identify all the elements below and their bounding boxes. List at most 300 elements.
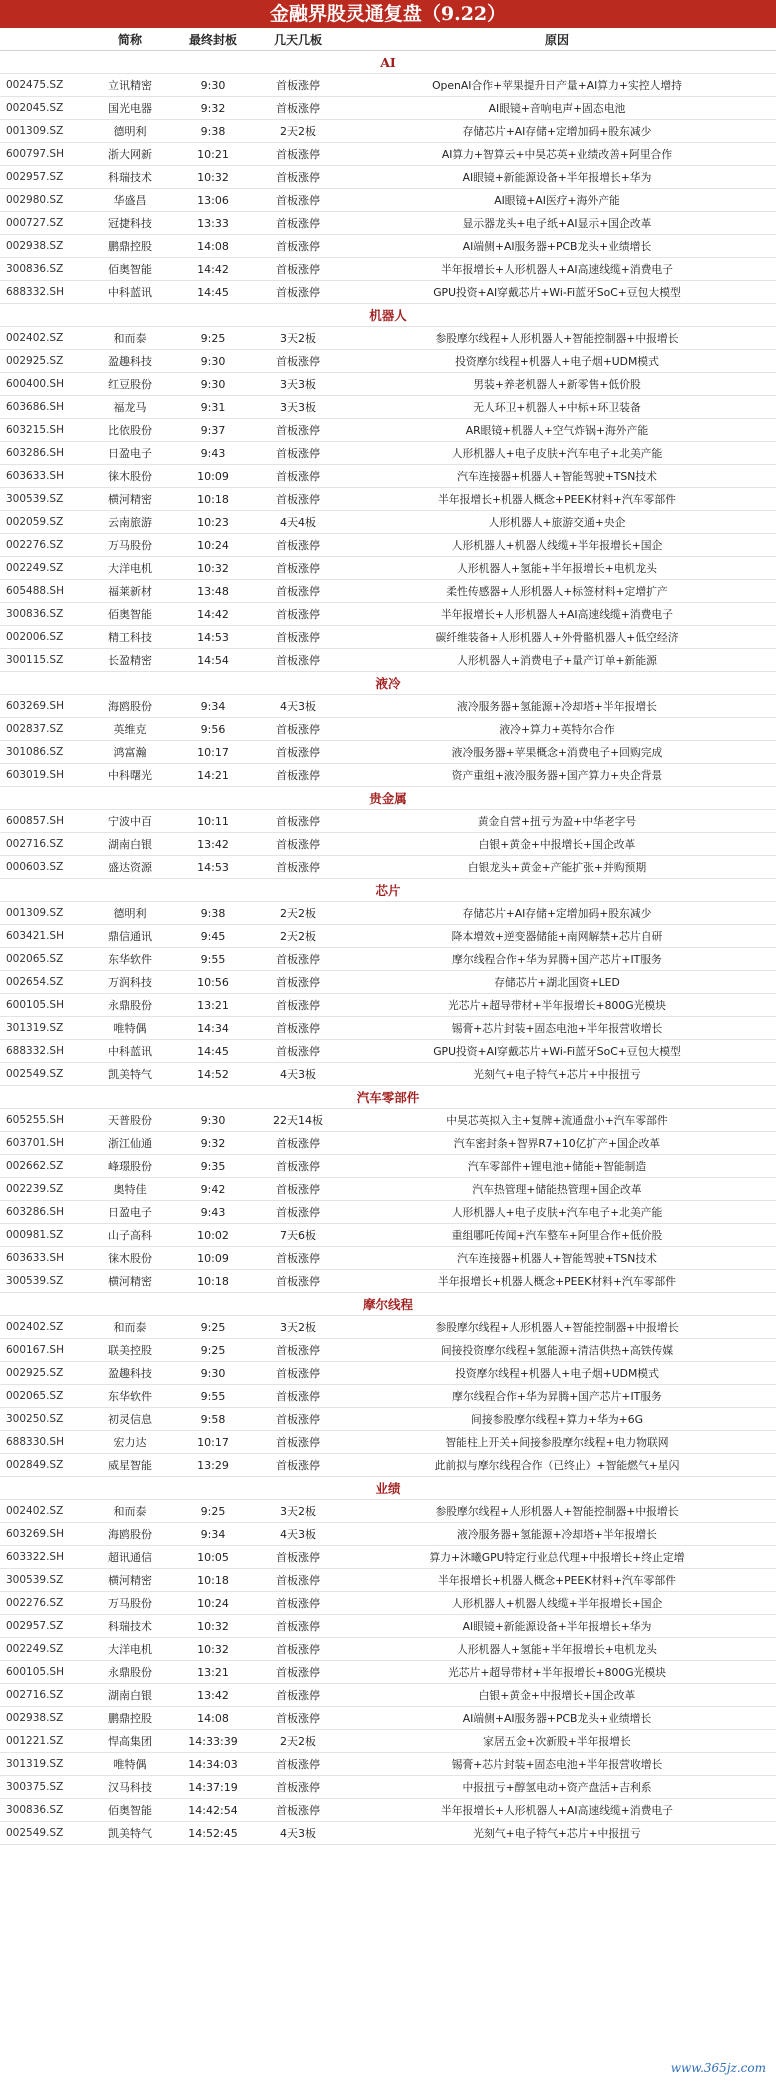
table-row bbox=[0, 396, 776, 419]
stock-code: 002276.SZ bbox=[6, 1597, 64, 1609]
reason: 半年报增长+人形机器人+AI高速线缆+消费电子 bbox=[440, 262, 674, 276]
table-row bbox=[0, 74, 776, 97]
limit-time: 13:21 bbox=[197, 998, 229, 1012]
reason: AI端侧+AI服务器+PCB龙头+业绩增长 bbox=[462, 239, 652, 253]
table-row bbox=[0, 1063, 776, 1086]
stock-name: 佰奥智能 bbox=[108, 263, 152, 276]
limit-time: 9:43 bbox=[200, 446, 226, 460]
stock-name: 佰奥智能 bbox=[108, 608, 152, 621]
streak: 7天6板 bbox=[280, 1229, 316, 1242]
reason: 降本增效+逆变器储能+南网解禁+芯片自研 bbox=[451, 929, 663, 943]
stock-name: 唯特偶 bbox=[113, 1022, 147, 1035]
stock-name: 山子高科 bbox=[108, 1229, 152, 1242]
streak: 首板涨停 bbox=[276, 1045, 320, 1058]
limit-time: 9:37 bbox=[200, 423, 226, 437]
stock-name: 横河精密 bbox=[108, 1275, 152, 1288]
streak: 首板涨停 bbox=[276, 999, 320, 1012]
stock-code: 002402.SZ bbox=[6, 332, 64, 344]
stock-code: 603269.SH bbox=[6, 700, 64, 712]
stock-name: 唯特偶 bbox=[113, 1758, 147, 1771]
reason: GPU投资+AI穿戴芯片+Wi-Fi蓝牙SoC+豆包大模型 bbox=[433, 1044, 681, 1058]
reason: 算力+沐曦GPU特定行业总代理+中报增长+终止定增 bbox=[429, 1550, 685, 1564]
limit-time: 13:42 bbox=[197, 837, 229, 851]
table-row bbox=[0, 465, 776, 488]
streak: 2天2板 bbox=[280, 930, 316, 943]
limit-time: 13:48 bbox=[197, 584, 229, 598]
table-row bbox=[0, 1753, 776, 1776]
header-reason: 原因 bbox=[544, 32, 569, 47]
watermark: www.365jz.com bbox=[670, 2061, 766, 2075]
table-row bbox=[0, 1132, 776, 1155]
table-row bbox=[0, 764, 776, 787]
stock-name: 鸿富瀚 bbox=[113, 746, 147, 759]
streak: 3天2板 bbox=[280, 332, 316, 345]
stock-name: 中科蓝讯 bbox=[108, 1045, 152, 1058]
limit-time: 10:32 bbox=[197, 1642, 229, 1656]
stock-name: 英维克 bbox=[113, 723, 147, 736]
stock-code: 605488.SH bbox=[6, 585, 64, 597]
stock-code: 001309.SZ bbox=[6, 907, 64, 919]
streak: 首板涨停 bbox=[276, 1781, 320, 1794]
reason: 智能柱上开关+间接参股摩尔线程+电力物联网 bbox=[445, 1435, 669, 1449]
stock-code: 600105.SH bbox=[6, 1666, 64, 1678]
reason: 人形机器人+电子皮肤+汽车电子+北美产能 bbox=[451, 1205, 663, 1219]
reason: 白银龙头+黄金+产能扩张+并购预期 bbox=[467, 860, 647, 874]
stock-name: 鹏鼎控股 bbox=[108, 240, 152, 253]
limit-time: 10:11 bbox=[197, 814, 229, 828]
stock-name: 凯美特气 bbox=[108, 1827, 152, 1840]
streak: 首板涨停 bbox=[276, 769, 320, 782]
stock-name: 万马股份 bbox=[108, 1597, 152, 1610]
streak: 首板涨停 bbox=[276, 608, 320, 621]
limit-time: 14:08 bbox=[197, 239, 229, 253]
reason: 投资摩尔线程+机器人+电子烟+UDM模式 bbox=[455, 354, 659, 368]
reason: 半年报增长+机器人概念+PEEK材料+汽车零部件 bbox=[438, 492, 676, 506]
table-row bbox=[0, 373, 776, 396]
streak: 首板涨停 bbox=[276, 1206, 320, 1219]
streak: 首板涨停 bbox=[276, 470, 320, 483]
streak: 首板涨停 bbox=[276, 1620, 320, 1633]
streak: 首板涨停 bbox=[276, 102, 320, 115]
reason: 锡膏+芯片封装+固态电池+半年报营收增长 bbox=[451, 1021, 663, 1035]
stock-code: 300539.SZ bbox=[6, 493, 64, 505]
stock-code: 002549.SZ bbox=[6, 1827, 64, 1839]
stock-code: 603269.SH bbox=[6, 1528, 64, 1540]
table-row bbox=[0, 1546, 776, 1569]
limit-time: 9:34 bbox=[200, 1527, 226, 1541]
reason: 参股摩尔线程+人形机器人+智能控制器+中报增长 bbox=[435, 331, 679, 345]
streak: 首板涨停 bbox=[276, 1275, 320, 1288]
stock-code: 300836.SZ bbox=[6, 1804, 64, 1816]
limit-time: 9:30 bbox=[200, 1113, 226, 1127]
stock-code: 002475.SZ bbox=[6, 79, 64, 91]
stock-code: 300836.SZ bbox=[6, 263, 64, 275]
reason: 黄金自营+扭亏为盈+中华老字号 bbox=[477, 814, 637, 828]
streak: 首板涨停 bbox=[276, 838, 320, 851]
limit-time: 14:21 bbox=[197, 768, 229, 782]
table-row bbox=[0, 1592, 776, 1615]
stock-name: 大洋电机 bbox=[108, 1643, 152, 1656]
table-row bbox=[0, 1822, 776, 1845]
stock-name: 佰奥智能 bbox=[108, 1804, 152, 1817]
table-row bbox=[0, 1201, 776, 1224]
stock-code: 688330.SH bbox=[6, 1436, 64, 1448]
limit-time: 14:34 bbox=[197, 1021, 229, 1035]
reason: 重组哪吒传闻+汽车整车+阿里合作+低价股 bbox=[451, 1228, 663, 1242]
table-row bbox=[0, 1523, 776, 1546]
stock-code: 002249.SZ bbox=[6, 1643, 64, 1655]
section-header: 芯片 bbox=[0, 879, 776, 902]
table-row bbox=[0, 994, 776, 1017]
streak: 首板涨停 bbox=[276, 1183, 320, 1196]
streak: 首板涨停 bbox=[276, 240, 320, 253]
streak: 4天4板 bbox=[280, 516, 316, 529]
streak: 首板涨停 bbox=[276, 1574, 320, 1587]
table-row bbox=[0, 1615, 776, 1638]
limit-time: 10:18 bbox=[197, 1274, 229, 1288]
limit-time: 14:37:19 bbox=[188, 1780, 238, 1794]
streak: 首板涨停 bbox=[276, 1643, 320, 1656]
stock-name: 日盈电子 bbox=[108, 1206, 152, 1219]
reason: 柔性传感器+人形机器人+标签材料+定增扩产 bbox=[446, 584, 668, 598]
stock-name: 浙江仙通 bbox=[108, 1137, 152, 1150]
reason: 汽车连接器+机器人+智能驾驶+TSN技术 bbox=[457, 469, 657, 483]
stock-code: 002837.SZ bbox=[6, 723, 64, 735]
streak: 2天2板 bbox=[280, 1735, 316, 1748]
streak: 首板涨停 bbox=[276, 1689, 320, 1702]
stock-name: 红豆股份 bbox=[108, 378, 152, 391]
reason: 光芯片+超导带材+半年报增长+800G光模块 bbox=[447, 1665, 667, 1679]
stock-name: 宁波中百 bbox=[108, 815, 152, 828]
stock-code: 603686.SH bbox=[6, 401, 64, 413]
stock-code: 002938.SZ bbox=[6, 240, 64, 252]
reason: 人形机器人+机器人线缆+半年报增长+国企 bbox=[451, 1596, 663, 1610]
reason: 光芯片+超导带材+半年报增长+800G光模块 bbox=[447, 998, 667, 1012]
stock-code: 603286.SH bbox=[6, 1206, 64, 1218]
table-row bbox=[0, 856, 776, 879]
table-row bbox=[0, 810, 776, 833]
stock-name: 奥特佳 bbox=[113, 1183, 147, 1196]
stock-code: 000727.SZ bbox=[6, 217, 64, 229]
stock-code: 600105.SH bbox=[6, 999, 64, 1011]
stock-code: 603633.SH bbox=[6, 1252, 64, 1264]
table-row bbox=[0, 649, 776, 672]
table-row bbox=[0, 718, 776, 741]
reason: AI眼镜+音响电声+固态电池 bbox=[488, 101, 626, 115]
reason: 液冷服务器+氢能源+冷却塔+半年报增长 bbox=[457, 1527, 657, 1541]
streak: 首板涨停 bbox=[276, 424, 320, 437]
table-row bbox=[0, 1270, 776, 1293]
streak: 首板涨停 bbox=[276, 194, 320, 207]
limit-time: 10:17 bbox=[197, 1435, 229, 1449]
stock-code: 000981.SZ bbox=[6, 1229, 64, 1241]
stock-name: 悍高集团 bbox=[108, 1735, 152, 1748]
limit-time: 10:21 bbox=[197, 147, 229, 161]
stock-name: 盈趣科技 bbox=[108, 355, 152, 368]
stock-name: 横河精密 bbox=[108, 493, 152, 506]
reason: OpenAI合作+苹果提升日产量+AI算力+实控人增持 bbox=[432, 78, 682, 92]
stock-name: 科瑞技术 bbox=[108, 1620, 152, 1633]
stock-code: 603019.SH bbox=[6, 769, 64, 781]
header-name: 简称 bbox=[117, 32, 142, 47]
limit-time: 14:53 bbox=[197, 630, 229, 644]
streak: 首板涨停 bbox=[276, 263, 320, 276]
reason: 显示器龙头+电子纸+AI显示+国企改革 bbox=[462, 216, 652, 230]
table-row bbox=[0, 1638, 776, 1661]
section-header: 汽车零部件 bbox=[0, 1086, 776, 1109]
limit-time: 10:18 bbox=[197, 1573, 229, 1587]
stock-name: 科瑞技术 bbox=[108, 171, 152, 184]
table-row bbox=[0, 1500, 776, 1523]
table-row bbox=[0, 1799, 776, 1822]
reason: 无人环卫+机器人+中标+环卫装备 bbox=[473, 400, 641, 414]
table-row bbox=[0, 212, 776, 235]
table-row bbox=[0, 557, 776, 580]
stock-code: 300375.SZ bbox=[6, 1781, 64, 1793]
limit-time: 9:25 bbox=[200, 331, 226, 345]
streak: 首板涨停 bbox=[276, 355, 320, 368]
stock-code: 300115.SZ bbox=[6, 654, 64, 666]
stock-name: 湖南白银 bbox=[108, 1689, 152, 1702]
streak: 首板涨停 bbox=[276, 1413, 320, 1426]
stock-name: 凯美特气 bbox=[108, 1068, 152, 1081]
table-row bbox=[0, 741, 776, 764]
stock-code: 603322.SH bbox=[6, 1551, 64, 1563]
limit-time: 9:35 bbox=[200, 1159, 226, 1173]
streak: 首板涨停 bbox=[276, 815, 320, 828]
limit-time: 9:56 bbox=[200, 722, 226, 736]
limit-time: 10:56 bbox=[197, 975, 229, 989]
stock-code: 002065.SZ bbox=[6, 1390, 64, 1402]
stock-code: 600797.SH bbox=[6, 148, 64, 160]
table-row bbox=[0, 902, 776, 925]
stock-code: 002925.SZ bbox=[6, 1367, 64, 1379]
stock-code: 002654.SZ bbox=[6, 976, 64, 988]
streak: 3天3板 bbox=[280, 378, 316, 391]
stock-name: 浙大网新 bbox=[108, 148, 152, 161]
limit-time: 14:54 bbox=[197, 653, 229, 667]
table-row bbox=[0, 1385, 776, 1408]
streak: 首板涨停 bbox=[276, 493, 320, 506]
stock-code: 603215.SH bbox=[6, 424, 64, 436]
streak: 首板涨停 bbox=[276, 1022, 320, 1035]
reason: 间接参股摩尔线程+算力+华为+6G bbox=[471, 1412, 643, 1426]
stock-name: 汉马科技 bbox=[108, 1781, 152, 1794]
table-row bbox=[0, 1730, 776, 1753]
table-row bbox=[0, 1408, 776, 1431]
table-row bbox=[0, 1707, 776, 1730]
limit-time: 10:24 bbox=[197, 1596, 229, 1610]
stock-name: 鼎信通讯 bbox=[108, 930, 152, 943]
reason: 男装+养老机器人+新零售+低价股 bbox=[473, 377, 641, 391]
streak: 首板涨停 bbox=[276, 1758, 320, 1771]
streak: 首板涨停 bbox=[276, 1390, 320, 1403]
reason: 光刻气+电子特气+芯片+中报扭亏 bbox=[473, 1067, 641, 1081]
stock-name: 万马股份 bbox=[108, 539, 152, 552]
stock-name: 鹏鼎控股 bbox=[108, 1712, 152, 1725]
limit-time: 10:17 bbox=[197, 745, 229, 759]
limit-time: 9:43 bbox=[200, 1205, 226, 1219]
stock-name: 盛达资源 bbox=[108, 861, 152, 874]
reason: 人形机器人+机器人线缆+半年报增长+国企 bbox=[451, 538, 663, 552]
stock-name: 初灵信息 bbox=[108, 1413, 152, 1426]
streak: 首板涨停 bbox=[276, 1551, 320, 1564]
table-row bbox=[0, 1431, 776, 1454]
table-row bbox=[0, 1362, 776, 1385]
streak: 首板涨停 bbox=[276, 631, 320, 644]
streak: 首板涨停 bbox=[276, 1137, 320, 1150]
stock-code: 301319.SZ bbox=[6, 1758, 64, 1770]
table-row bbox=[0, 97, 776, 120]
limit-time: 10:32 bbox=[197, 170, 229, 184]
stock-name: 徕木股份 bbox=[108, 470, 152, 483]
limit-time: 9:38 bbox=[200, 124, 226, 138]
table-row bbox=[0, 1339, 776, 1362]
limit-time: 9:30 bbox=[200, 1366, 226, 1380]
section-header: 贵金属 bbox=[0, 787, 776, 810]
stock-code: 002249.SZ bbox=[6, 562, 64, 574]
stock-code: 002716.SZ bbox=[6, 838, 64, 850]
stock-name: 云南旅游 bbox=[108, 516, 152, 529]
streak: 首板涨停 bbox=[276, 1666, 320, 1679]
streak: 首板涨停 bbox=[276, 953, 320, 966]
table-row bbox=[0, 442, 776, 465]
limit-time: 9:58 bbox=[200, 1412, 226, 1426]
limit-time: 14:42 bbox=[197, 262, 229, 276]
reason: 汽车密封条+智界R7+10亿扩产+国企改革 bbox=[453, 1136, 661, 1150]
limit-time: 9:25 bbox=[200, 1320, 226, 1334]
streak: 2天2板 bbox=[280, 907, 316, 920]
limit-time: 9:55 bbox=[200, 1389, 226, 1403]
table-row bbox=[0, 626, 776, 649]
stock-name: 德明利 bbox=[113, 907, 147, 920]
stock-name: 立讯精密 bbox=[108, 79, 152, 92]
reason: 人形机器人+消费电子+量产订单+新能源 bbox=[457, 653, 657, 667]
limit-time: 10:24 bbox=[197, 538, 229, 552]
stock-name: 大洋电机 bbox=[108, 562, 152, 575]
limit-time: 10:32 bbox=[197, 561, 229, 575]
stock-code: 001309.SZ bbox=[6, 125, 64, 137]
table-row bbox=[0, 1017, 776, 1040]
limit-time: 14:33:39 bbox=[188, 1734, 238, 1748]
streak: 3天3板 bbox=[280, 401, 316, 414]
reason: 光刻气+电子特气+芯片+中报扭亏 bbox=[473, 1826, 641, 1840]
table-row bbox=[0, 488, 776, 511]
limit-time: 9:32 bbox=[200, 101, 226, 115]
table-row bbox=[0, 166, 776, 189]
limit-time: 10:23 bbox=[197, 515, 229, 529]
section-header: 业绩 bbox=[0, 1477, 776, 1500]
streak: 首板涨停 bbox=[276, 861, 320, 874]
stock-name: 横河精密 bbox=[108, 1574, 152, 1587]
stock-code: 002849.SZ bbox=[6, 1459, 64, 1471]
limit-time: 13:21 bbox=[197, 1665, 229, 1679]
streak: 首板涨停 bbox=[276, 1459, 320, 1472]
reason: AI端侧+AI服务器+PCB龙头+业绩增长 bbox=[462, 1711, 652, 1725]
streak: 首板涨停 bbox=[276, 217, 320, 230]
table-header bbox=[0, 28, 776, 51]
stock-name: 东华软件 bbox=[108, 1390, 152, 1403]
stock-name: 永鼎股份 bbox=[108, 1666, 152, 1679]
table-row bbox=[0, 1247, 776, 1270]
table-row bbox=[0, 833, 776, 856]
table-row bbox=[0, 580, 776, 603]
stock-name: 日盈电子 bbox=[108, 447, 152, 460]
streak: 首板涨停 bbox=[276, 148, 320, 161]
table-row bbox=[0, 1316, 776, 1339]
reason: 汽车零部件+锂电池+储能+智能制造 bbox=[467, 1159, 647, 1173]
stock-code: 001221.SZ bbox=[6, 1735, 64, 1747]
stock-code: 002980.SZ bbox=[6, 194, 64, 206]
stock-code: 002938.SZ bbox=[6, 1712, 64, 1724]
stock-code: 603701.SH bbox=[6, 1137, 64, 1149]
stock-code: 600400.SH bbox=[6, 378, 64, 390]
table-row bbox=[0, 120, 776, 143]
limit-time: 10:02 bbox=[197, 1228, 229, 1242]
limit-time: 10:09 bbox=[197, 1251, 229, 1265]
limit-time: 13:33 bbox=[197, 216, 229, 230]
stock-code: 002662.SZ bbox=[6, 1160, 64, 1172]
streak: 首板涨停 bbox=[276, 1252, 320, 1265]
reason: AI眼镜+新能源设备+半年报增长+华为 bbox=[462, 1619, 652, 1633]
stock-code: 002549.SZ bbox=[6, 1068, 64, 1080]
streak: 4天3板 bbox=[280, 1827, 316, 1840]
stock-name: 海鸥股份 bbox=[108, 700, 152, 713]
reason: 存储芯片+AI存储+定增加码+股东减少 bbox=[462, 124, 652, 138]
reason: 半年报增长+机器人概念+PEEK材料+汽车零部件 bbox=[438, 1573, 676, 1587]
reason: 白银+黄金+中报增长+国企改革 bbox=[478, 837, 636, 851]
stock-code: 002045.SZ bbox=[6, 102, 64, 114]
table-row bbox=[0, 1178, 776, 1201]
table-row bbox=[0, 1040, 776, 1063]
stock-code: 002239.SZ bbox=[6, 1183, 64, 1195]
stock-name: 国光电器 bbox=[108, 102, 152, 115]
table-row bbox=[0, 1224, 776, 1247]
stock-code: 002276.SZ bbox=[6, 539, 64, 551]
stock-code: 301319.SZ bbox=[6, 1022, 64, 1034]
limit-time: 14:34:03 bbox=[188, 1757, 238, 1771]
streak: 首板涨停 bbox=[276, 1344, 320, 1357]
stock-code: 300539.SZ bbox=[6, 1275, 64, 1287]
stock-name: 徕木股份 bbox=[108, 1252, 152, 1265]
stock-code: 002957.SZ bbox=[6, 1620, 64, 1632]
table-row bbox=[0, 281, 776, 304]
table-row bbox=[0, 1684, 776, 1707]
reason: AI眼镜+新能源设备+半年报增长+华为 bbox=[462, 170, 652, 184]
stock-code: 603286.SH bbox=[6, 447, 64, 459]
streak: 首板涨停 bbox=[276, 79, 320, 92]
reason: 液冷服务器+苹果概念+消费电子+回购完成 bbox=[451, 745, 663, 759]
stock-name: 冠捷科技 bbox=[108, 217, 152, 230]
stock-code: 600167.SH bbox=[6, 1344, 64, 1356]
stock-name: 和而泰 bbox=[113, 1321, 147, 1334]
table-row bbox=[0, 189, 776, 212]
streak: 首板涨停 bbox=[276, 723, 320, 736]
streak: 首板涨停 bbox=[276, 171, 320, 184]
stock-name: 福龙马 bbox=[113, 401, 147, 414]
reason: 间接投资摩尔线程+氢能源+清洁供热+高铁传媒 bbox=[440, 1343, 674, 1357]
stock-name: 海鸥股份 bbox=[108, 1528, 152, 1541]
streak: 22天14板 bbox=[273, 1114, 323, 1127]
reason: 此前拟与摩尔线程合作（已终止）+智能燃气+星闪 bbox=[434, 1458, 680, 1472]
reason: 人形机器人+旅游交通+央企 bbox=[488, 515, 626, 529]
limit-time: 10:32 bbox=[197, 1619, 229, 1633]
reason: 半年报增长+人形机器人+AI高速线缆+消费电子 bbox=[440, 607, 674, 621]
stock-code: 300539.SZ bbox=[6, 1574, 64, 1586]
limit-time: 14:45 bbox=[197, 1044, 229, 1058]
section-header: AI bbox=[0, 51, 776, 74]
table-row bbox=[0, 1155, 776, 1178]
